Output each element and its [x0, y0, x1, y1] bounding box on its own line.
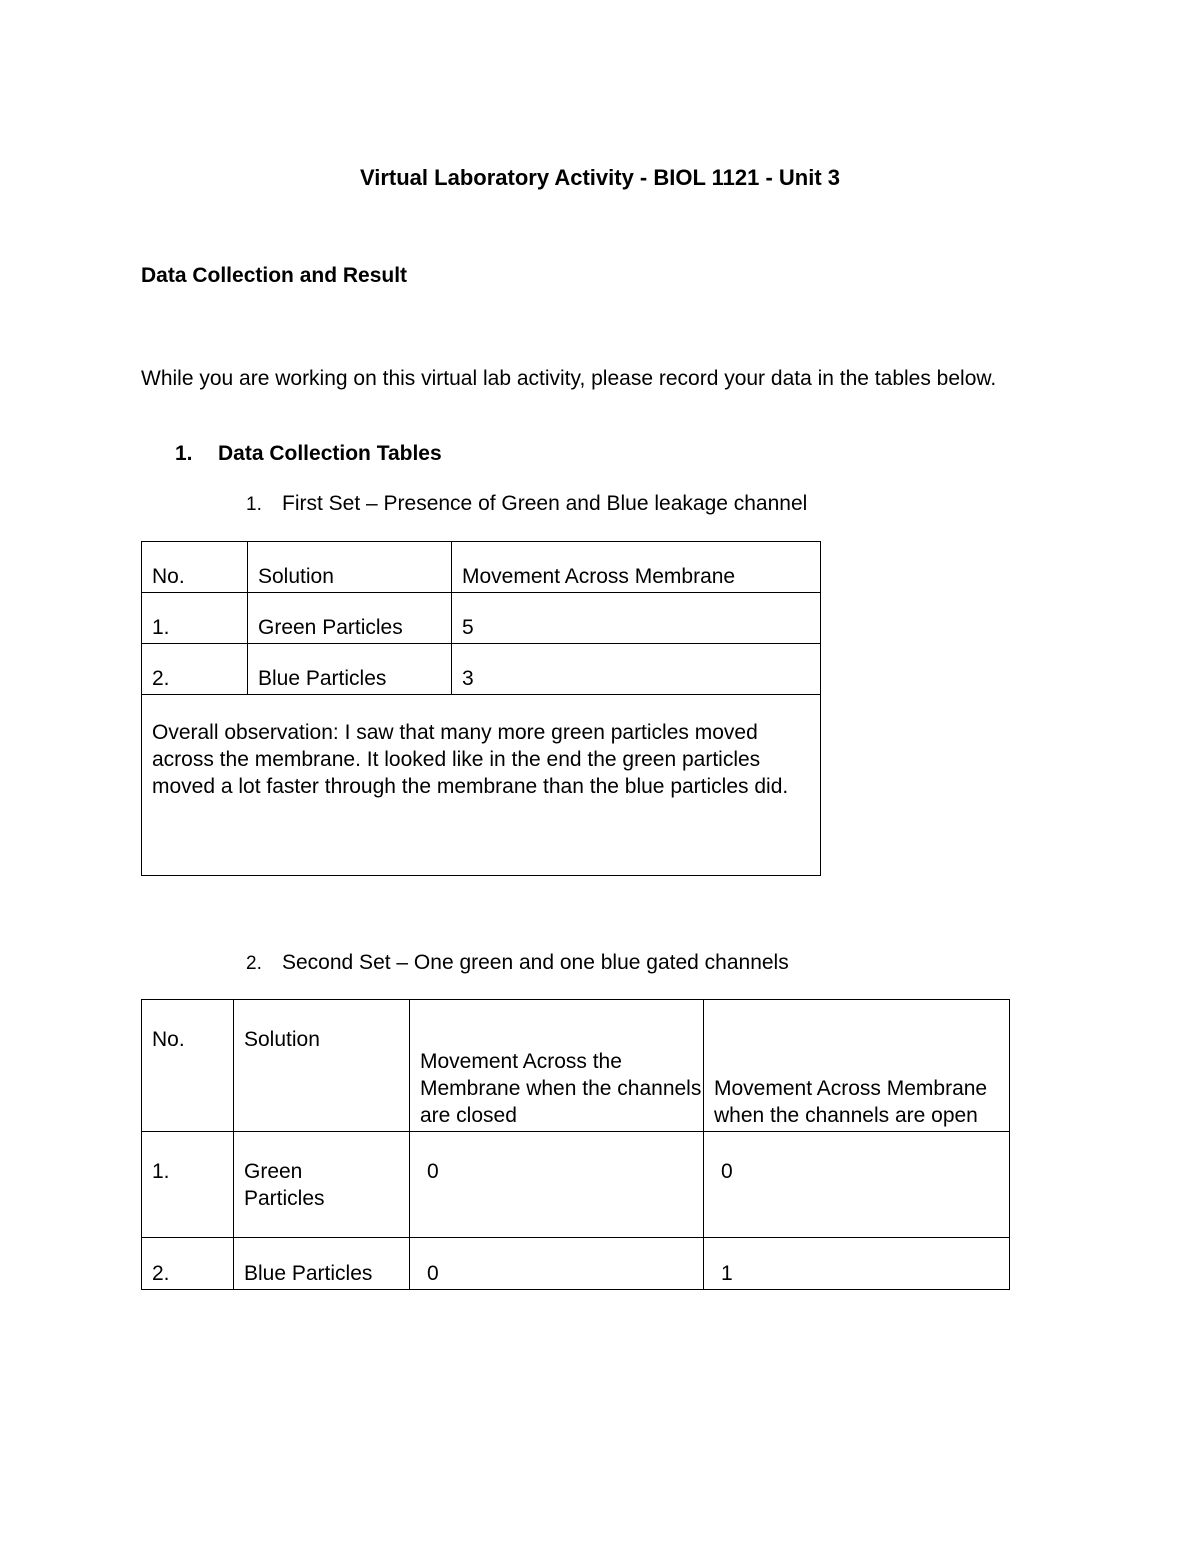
table-header-row: [142, 1000, 1010, 1132]
header-movement-open: Movement Across Membrane when the channels are open: [704, 1000, 1010, 1132]
table-row: [142, 1132, 1010, 1238]
list-heading-number: 1.: [175, 442, 193, 465]
cell-movement-open: 0: [704, 1132, 1010, 1238]
intro-paragraph: While you are working on this virtual lab activity, please record your data in the tables below.: [141, 367, 997, 390]
header-no: No.: [142, 542, 248, 593]
observation-row: [142, 695, 821, 876]
document-title: Virtual Laboratory Activity - BIOL 1121 - Unit 3: [359, 165, 841, 190]
table-row: [142, 644, 821, 695]
cell-solution: Blue Particles: [234, 1238, 410, 1290]
header-solution: Solution: [248, 542, 452, 593]
cell-movement-closed: 0: [410, 1132, 704, 1238]
table2-caption: [246, 951, 789, 975]
table2-caption-text: Second Set – One green and one blue gated channels: [282, 951, 789, 974]
table1-caption: [246, 492, 807, 516]
table2-caption-number: 2.: [246, 953, 262, 974]
table-row: [142, 593, 821, 644]
cell-movement: 3: [452, 644, 821, 695]
first-set-table: [141, 541, 821, 876]
cell-movement-open: 1: [704, 1238, 1010, 1290]
cell-solution: Blue Particles: [248, 644, 452, 695]
observation-cell: Overall observation: I saw that many more green particles moved across the membrane. It looked like in the end the green particles moved a lot faster through the membrane than the blue particles did.: [142, 695, 821, 876]
cell-no: 2.: [142, 1238, 234, 1290]
cell-no: 2.: [142, 644, 248, 695]
header-movement: Movement Across Membrane: [452, 542, 821, 593]
cell-no: 1.: [142, 593, 248, 644]
second-set-table: [141, 999, 1010, 1290]
list-heading: [175, 442, 442, 466]
cell-movement: 5: [452, 593, 821, 644]
table-header-row: [142, 542, 821, 593]
section-heading: Data Collection and Result: [141, 264, 408, 287]
header-movement-closed: Movement Across the Membrane when the channels are closed: [410, 1000, 704, 1132]
cell-solution: Green Particles: [248, 593, 452, 644]
header-no: No.: [142, 1000, 234, 1132]
list-heading-text: Data Collection Tables: [218, 442, 442, 465]
table1-caption-number: 1.: [246, 494, 262, 515]
cell-no: 1.: [142, 1132, 234, 1238]
table-row: [142, 1238, 1010, 1290]
header-solution: Solution: [234, 1000, 410, 1132]
table1-caption-text: First Set – Presence of Green and Blue leakage channel: [282, 492, 808, 515]
cell-movement-closed: 0: [410, 1238, 704, 1290]
cell-solution: Green Particles: [234, 1132, 410, 1238]
